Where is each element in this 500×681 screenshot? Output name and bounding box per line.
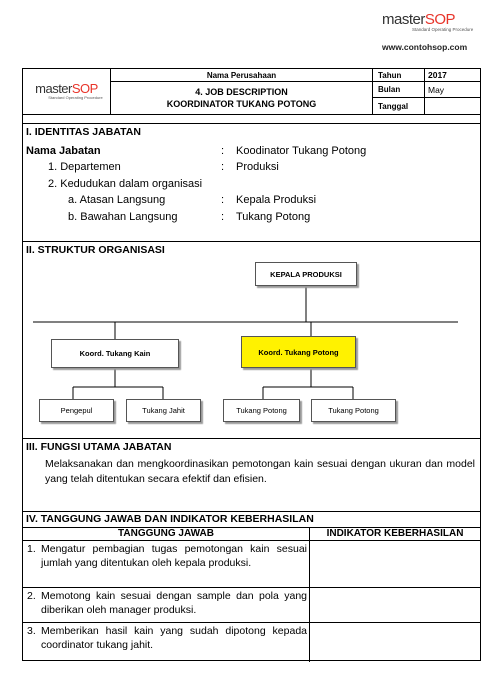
org-node-tukang-potong-1: Tukang Potong (223, 399, 300, 422)
org-node-kepala-produksi: KEPALA PRODUKSI (255, 262, 357, 286)
subordinate-label: b. Bawahan Langsung (68, 211, 178, 223)
org-node-pengepul: Pengepul (39, 399, 114, 422)
section-function-title: III. FUNGSI UTAMA JABATAN (26, 441, 172, 453)
website-url[interactable]: www.contohsop.com (382, 42, 468, 52)
department-value: Produksi (236, 161, 279, 173)
document-title: 4. JOB DESCRIPTION KOORDINATOR TUKANG POTONG (111, 82, 373, 114)
job-description-document: masterSOP Standard Operating Procedure Nama Perusahaan 4. JOB DESCRIPTION KOORDINATOR TUKANG POTONG Tahun 2017 Bulan May Tanggal I. IDENTITAS JABATAN Nama Jabatan : Koodinator Tukang Potong 1. Departemen : Produksi 2. Kedudukan dalam organisasi a. Atasan Langsung : Kepala Produksi b. Bawahan Langsung : Tukang Potong II. STRUKTUR ORGANISASI KEPALA PRODUKSI Koord. Tukang Kain Koord. Tukang Potong Pengepul Tukang Jahit Tukang Potong Tukang Potong III. FUNGSI UTAMA JABATAN Melaksanakan dan mengkoordinasikan pemotongan kain sesuai dengan ukuran dan model yang telah ditentukan secara efektif dan efisien. IV. TANGGUNG JAWAB DAN INDIKATOR KEBERHASILAN TANGGUNG JAWAB INDIKATOR KEBERHASILAN 1. Mengatur pembagian tugas pemotongan kain sesuai jumlah yang ditentukan oleh kepala produksi. 2. Memotong kain sesuai dengan sample dan pola yang diberikan oleh manager produksi. 3. Memberikan hasil kain yang sudah dipotong kepada coordinator tukang jahit. (22, 68, 481, 661)
year-label: Tahun (373, 69, 425, 82)
col-header-responsibility: TANGGUNG JAWAB (118, 528, 214, 539)
table-row: 3. Memberikan hasil kain yang sudah dipotong kepada coordinator tukang jahit. (27, 625, 307, 651)
department-label: 1. Departemen (48, 161, 121, 173)
table-column-divider (309, 527, 310, 662)
job-name-value: Koodinator Tukang Potong (236, 145, 367, 157)
col-header-indicator: INDIKATOR KEBERHASILAN (326, 528, 464, 539)
month-label: Bulan (373, 82, 425, 98)
row-divider (23, 622, 480, 623)
section-responsibility-title: IV. TANGGUNG JAWAB DAN INDIKATOR KEBERHASILAN (26, 513, 314, 525)
brand-name: masterSOP (382, 11, 456, 28)
row-divider (23, 587, 480, 588)
brand-logo (382, 12, 490, 33)
org-node-tukang-jahit: Tukang Jahit (126, 399, 201, 422)
position-label: 2. Kedudukan dalam organisasi (48, 178, 203, 190)
section-structure-title: II. STRUKTUR ORGANISASI (26, 244, 165, 256)
org-node-koord-tukang-kain: Koord. Tukang Kain (51, 339, 179, 368)
superior-label: a. Atasan Langsung (68, 194, 166, 206)
divider (23, 438, 480, 439)
table-row: 1. Mengatur pembagian tugas pemotongan kain sesuai jumlah yang ditentukan oleh kepala produksi. (27, 543, 307, 569)
org-chart-connectors (23, 69, 482, 439)
company-name-label: Nama Perusahaan (111, 69, 373, 82)
superior-value: Kepala Produksi (236, 194, 317, 206)
main-function-text: Melaksanakan dan mengkoordinasikan pemotongan kain sesuai dengan ukuran dan model yang telah ditentukan secara efektif dan efisien. (45, 458, 475, 485)
divider (23, 540, 480, 541)
org-node-tukang-potong-2: Tukang Potong (311, 399, 396, 422)
job-name-label: Nama Jabatan (26, 145, 101, 157)
year-value: 2017 (425, 69, 481, 82)
header-logo: masterSOP Standard Operating Procedure (23, 69, 111, 114)
month-value: May (425, 82, 481, 98)
date-label: Tanggal (373, 98, 425, 114)
brand-tagline: Standard Operating Procedure (412, 27, 474, 32)
divider (23, 511, 480, 512)
table-row: 2. Memotong kain sesuai dengan sample dan pola yang diberikan oleh manager produksi. (27, 590, 307, 616)
section-identity-title: I. IDENTITAS JABATAN (26, 126, 141, 138)
org-node-koord-tukang-potong: Koord. Tukang Potong (241, 336, 356, 368)
subordinate-value: Tukang Potong (236, 211, 311, 223)
